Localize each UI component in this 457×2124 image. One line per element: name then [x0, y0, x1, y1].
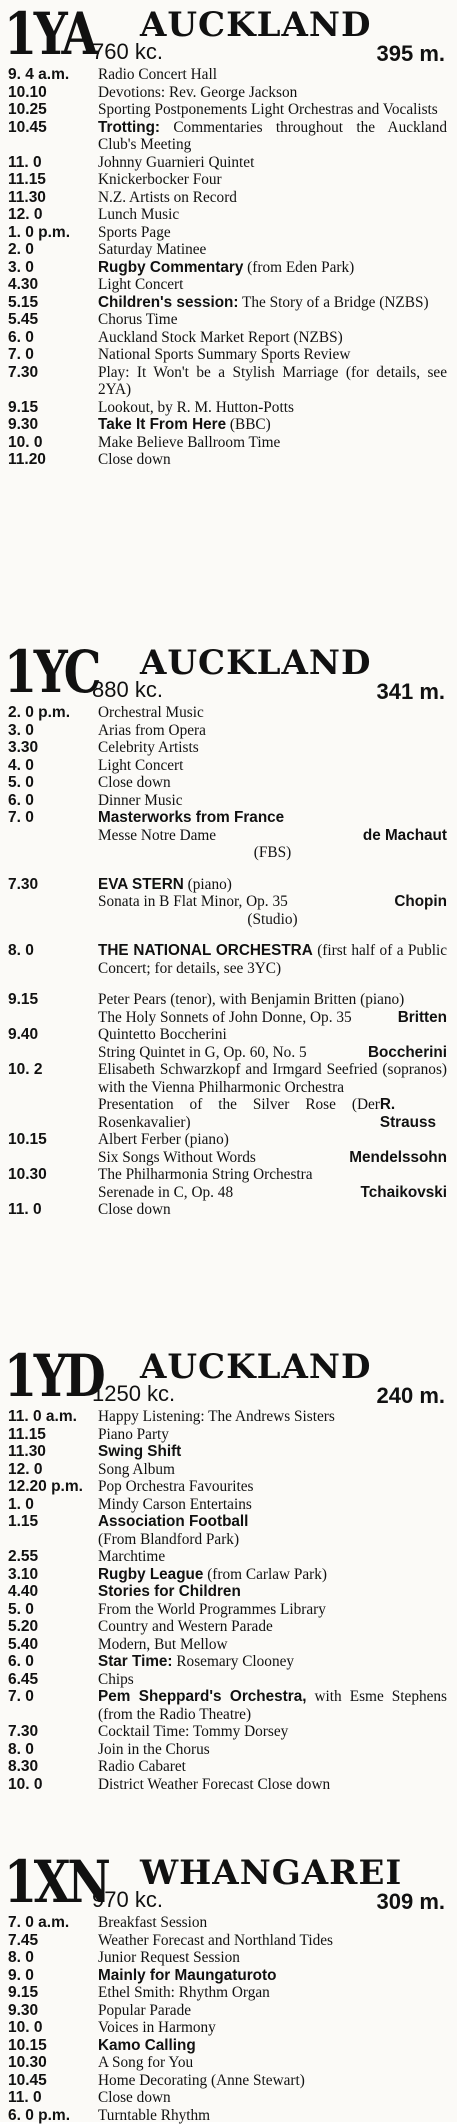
programme-time: 5.15	[8, 294, 38, 312]
programme-detail-line	[98, 827, 447, 845]
programme-title: Light Concert	[98, 276, 447, 294]
programme-item	[0, 329, 457, 347]
programme-time: 9.40	[8, 1026, 38, 1044]
programme-time: 6. 0	[8, 1653, 34, 1671]
programme-title: Radio Concert Hall	[98, 66, 447, 84]
programme-detail-line	[98, 1044, 447, 1062]
programme-title: The Philharmonia String Orchestra	[98, 1166, 447, 1184]
programme-item	[0, 1758, 457, 1776]
programme-item	[0, 364, 457, 399]
programme-time: 6. 0	[8, 792, 34, 810]
programme-time: 11. 0 a.m.	[8, 1408, 77, 1426]
programme-item	[0, 1776, 457, 1794]
programme-item	[0, 942, 457, 977]
station-frequency: 760 kc.	[92, 40, 163, 64]
programme-item	[0, 1548, 457, 1566]
programme-item	[0, 1166, 457, 1201]
station-1ya	[0, 2, 457, 469]
programme-time: 9.15	[8, 399, 38, 417]
programme-title: Orchestral Music	[98, 704, 447, 722]
programme-item	[0, 189, 457, 207]
programme-item	[0, 451, 457, 469]
programme-composer: R. Strauss	[380, 1096, 447, 1131]
programme-title: Kamo Calling	[98, 2037, 447, 2055]
programme-title: From the World Programmes Library	[98, 1601, 447, 1619]
programme-title: Pem Sheppard's Orchestra, with Esme Stephens (from the Radio Theatre)	[98, 1688, 447, 1723]
programme-item	[0, 1513, 457, 1548]
programme-item	[0, 171, 457, 189]
programme-title: Radio Cabaret	[98, 1758, 447, 1776]
programme-title: Modern, But Mellow	[98, 1636, 447, 1654]
programme-time: 7. 0	[8, 809, 34, 827]
programme-item	[0, 66, 457, 84]
programme-time: 3. 0	[8, 259, 34, 277]
programme-item	[0, 1653, 457, 1671]
programme-title: Celebrity Artists	[98, 739, 447, 757]
programme-time: 10.10	[8, 84, 47, 102]
programme-detail-line	[98, 893, 447, 911]
programme-title: Albert Ferber (piano)	[98, 1131, 447, 1149]
programme-composer: Chopin	[394, 893, 447, 911]
programme-item	[0, 84, 457, 102]
programme-item	[0, 1688, 457, 1723]
programme-item	[0, 1932, 457, 1950]
programme-title: Chorus Time	[98, 311, 447, 329]
programme-title: Arias from Opera	[98, 722, 447, 740]
programme-item	[0, 1566, 457, 1584]
programme-item	[0, 1061, 457, 1131]
programme-title: Pop Orchestra Favourites	[98, 1478, 447, 1496]
station-wavelength: 309 m.	[377, 1890, 446, 1914]
programme-title: Auckland Stock Market Report (NZBS)	[98, 329, 447, 347]
programme-time: 7.30	[8, 1723, 38, 1741]
programme-item	[0, 1984, 457, 2002]
programme-time: 7. 0	[8, 346, 34, 364]
programme-item	[0, 224, 457, 242]
station-wavelength: 341 m.	[377, 680, 446, 704]
programme-time: 5.40	[8, 1636, 38, 1654]
programme-time: 6. 0	[8, 329, 34, 347]
programme-time: 9.30	[8, 416, 38, 434]
programme-item	[0, 416, 457, 434]
programme-title: Close down	[98, 451, 447, 469]
programme-time: 3.10	[8, 1566, 38, 1584]
programme-time: 7.30	[8, 364, 38, 382]
programme-work: Six Songs Without Words	[98, 1149, 256, 1167]
programme-title: Sports Page	[98, 224, 447, 242]
programme-title: Stories for Children	[98, 1583, 447, 1601]
programme-detail-line	[98, 1096, 447, 1131]
programme-detail-line	[98, 1531, 447, 1549]
programme-source: (FBS)	[98, 844, 447, 862]
programme-item	[0, 2089, 457, 2107]
programme-time: 5. 0	[8, 774, 34, 792]
programme-time: 10. 2	[8, 1061, 42, 1079]
programme-item	[0, 1496, 457, 1514]
programme-work: (From Blandford Park)	[98, 1531, 239, 1549]
programme-item	[0, 434, 457, 452]
station-header	[0, 640, 457, 704]
programme-item	[0, 1131, 457, 1166]
programme-time: 8. 0	[8, 1949, 34, 1967]
station-1yd	[0, 1344, 457, 1793]
programme-item	[0, 311, 457, 329]
programme-title: Play: It Won't be a Stylish Marriage (for details, see 2YA)	[98, 364, 447, 399]
programme-item	[0, 1967, 457, 1985]
station-wavelength: 395 m.	[377, 42, 446, 66]
programme-work: Serenade in C, Op. 48	[98, 1184, 233, 1202]
programme-list	[0, 1914, 457, 2124]
programme-time: 10. 0	[8, 1776, 42, 1794]
programme-item	[0, 1201, 457, 1219]
programme-title: Song Album	[98, 1461, 447, 1479]
programme-time: 11. 0	[8, 154, 42, 172]
programme-title: EVA STERN (piano)	[98, 876, 447, 894]
programme-title: Star Time: Rosemary Clooney	[98, 1653, 447, 1671]
programme-item	[0, 1426, 457, 1444]
programme-time: 12.20 p.m.	[8, 1478, 83, 1496]
station-city: AUCKLAND	[140, 6, 372, 44]
programme-time: 8. 0	[8, 942, 34, 960]
station-header	[0, 2, 457, 66]
programme-work: Messe Notre Dame	[98, 827, 216, 845]
programme-title: Dinner Music	[98, 792, 447, 810]
station-city: AUCKLAND	[140, 1348, 372, 1386]
programme-composer: Britten	[398, 1009, 447, 1027]
programme-title: Trotting: Commentaries throughout the Auckland Club's Meeting	[98, 119, 447, 154]
programme-time: 5.20	[8, 1618, 38, 1636]
programme-work: String Quintet in G, Op. 60, No. 5	[98, 1044, 307, 1062]
programme-time: 5.45	[8, 311, 38, 329]
programme-item	[0, 1478, 457, 1496]
programme-item	[0, 991, 457, 1026]
programme-time: 1. 0	[8, 1496, 34, 1514]
programme-time: 9. 4 a.m.	[8, 66, 69, 84]
programme-item	[0, 2019, 457, 2037]
programme-item	[0, 206, 457, 224]
programme-list	[0, 704, 457, 1219]
programme-time: 10.15	[8, 1131, 47, 1149]
spacer	[0, 977, 457, 991]
programme-item	[0, 1914, 457, 1932]
programme-time: 9.30	[8, 2002, 38, 2020]
programme-time: 6. 0 p.m.	[8, 2107, 70, 2124]
programme-title: N.Z. Artists on Record	[98, 189, 447, 207]
programme-detail-line	[98, 1009, 447, 1027]
programme-title: Take It From Here (BBC)	[98, 416, 447, 434]
programme-source: (Studio)	[98, 911, 447, 929]
programme-list	[0, 66, 457, 469]
programme-title: Knickerbocker Four	[98, 171, 447, 189]
spacer	[0, 928, 457, 942]
programme-time: 9. 0	[8, 1967, 34, 1985]
programme-time: 5. 0	[8, 1601, 34, 1619]
programme-item	[0, 119, 457, 154]
programme-item	[0, 792, 457, 810]
programme-title: Lookout, by R. M. Hutton-Potts	[98, 399, 447, 417]
programme-time: 12. 0	[8, 1461, 42, 1479]
programme-time: 2. 0 p.m.	[8, 704, 70, 722]
programme-time: 8.30	[8, 1758, 38, 1776]
programme-title: Chips	[98, 1671, 447, 1689]
programme-title: Cocktail Time: Tommy Dorsey	[98, 1723, 447, 1741]
programme-item	[0, 2054, 457, 2072]
programme-item	[0, 739, 457, 757]
programme-item	[0, 1461, 457, 1479]
programme-item	[0, 1408, 457, 1426]
programme-title: THE NATIONAL ORCHESTRA (first half of a Public Concert; for details, see 3YC)	[98, 942, 447, 977]
programme-title: Elisabeth Schwarzkopf and Irmgard Seefried (sopranos) with the Vienna Philharmonic Orchestra	[98, 1061, 447, 1096]
programme-title: Marchtime	[98, 1548, 447, 1566]
programme-title: A Song for You	[98, 2054, 447, 2072]
programme-composer: de Machaut	[363, 827, 447, 845]
programme-item	[0, 241, 457, 259]
programme-item	[0, 294, 457, 312]
programme-title: Voices in Harmony	[98, 2019, 447, 2037]
station-callsign: 1YC	[4, 640, 98, 704]
programme-time: 3. 0	[8, 722, 34, 740]
programme-time: 3.30	[8, 739, 38, 757]
programme-title: Lunch Music	[98, 206, 447, 224]
programme-time: 10.45	[8, 2072, 47, 2090]
programme-item	[0, 1026, 457, 1061]
programme-item	[0, 2107, 457, 2124]
programme-composer: Tchaikovski	[361, 1184, 447, 1202]
station-callsign: 1YA	[4, 2, 95, 66]
station-callsign: 1XN	[4, 1850, 108, 1914]
programme-title: Saturday Matinee	[98, 241, 447, 259]
programme-title: Breakfast Session	[98, 1914, 447, 1932]
programme-title: Rugby Commentary (from Eden Park)	[98, 259, 447, 277]
programme-time: 2. 0	[8, 241, 34, 259]
spacer	[0, 862, 457, 876]
programme-time: 12. 0	[8, 206, 42, 224]
programme-time: 4.30	[8, 276, 38, 294]
programme-time: 11. 0	[8, 1201, 42, 1219]
station-header	[0, 1344, 457, 1408]
programme-time: 7. 0 a.m.	[8, 1914, 69, 1932]
programme-item	[0, 399, 457, 417]
station-callsign: 1YD	[4, 1344, 102, 1408]
programme-item	[0, 809, 457, 862]
programme-item	[0, 1583, 457, 1601]
programme-title: Mindy Carson Entertains	[98, 1496, 447, 1514]
station-1xn	[0, 1850, 457, 2124]
programme-time: 10. 0	[8, 434, 42, 452]
programme-item	[0, 1443, 457, 1461]
programme-title: Weather Forecast and Northland Tides	[98, 1932, 447, 1950]
programme-item	[0, 1636, 457, 1654]
programme-title: Close down	[98, 774, 447, 792]
programme-item	[0, 259, 457, 277]
programme-item	[0, 876, 457, 929]
programme-list	[0, 1408, 457, 1793]
programme-time: 9.15	[8, 991, 38, 1009]
programme-item	[0, 2037, 457, 2055]
programme-title: Sporting Postponements Light Orchestras and Vocalists	[98, 101, 447, 119]
programme-title: Masterworks from France	[98, 809, 447, 827]
programme-time: 4. 0	[8, 757, 34, 775]
programme-time: 10.30	[8, 2054, 47, 2072]
programme-title: Quintetto Boccherini	[98, 1026, 447, 1044]
programme-title: Make Believe Ballroom Time	[98, 434, 447, 452]
station-frequency: 1250 kc.	[92, 1382, 175, 1406]
programme-item	[0, 346, 457, 364]
programme-title: Children's session: The Story of a Bridge (NZBS)	[98, 294, 447, 312]
programme-time: 8. 0	[8, 1741, 34, 1759]
programme-time: 6.45	[8, 1671, 38, 1689]
programme-item	[0, 722, 457, 740]
station-city: AUCKLAND	[140, 644, 372, 682]
programme-item	[0, 1723, 457, 1741]
programme-work: The Holy Sonnets of John Donne, Op. 35	[98, 1009, 352, 1027]
programme-title: Ethel Smith: Rhythm Organ	[98, 1984, 447, 2002]
programme-title: Popular Parade	[98, 2002, 447, 2020]
programme-item	[0, 1949, 457, 1967]
programme-item	[0, 276, 457, 294]
programme-time: 11.15	[8, 1426, 46, 1444]
programme-time: 1. 0 p.m.	[8, 224, 70, 242]
programme-time: 4.40	[8, 1583, 38, 1601]
programme-time: 7.30	[8, 876, 38, 894]
programme-title: Rugby League (from Carlaw Park)	[98, 1566, 447, 1584]
programme-title: Turntable Rhythm	[98, 2107, 447, 2124]
programme-time: 10. 0	[8, 2019, 42, 2037]
programme-time: 11.15	[8, 171, 46, 189]
programme-time: 1.15	[8, 1513, 38, 1531]
programme-time: 7. 0	[8, 1688, 34, 1706]
programme-work: Presentation of the Silver Rose (Der Rosenkavalier)	[98, 1096, 380, 1131]
programme-time: 9.15	[8, 1984, 38, 2002]
programme-title: Close down	[98, 2089, 447, 2107]
programme-item	[0, 757, 457, 775]
programme-time: 11.30	[8, 189, 46, 207]
programme-time: 2.55	[8, 1548, 38, 1566]
programme-item	[0, 1601, 457, 1619]
programme-title: Mainly for Maungaturoto	[98, 1967, 447, 1985]
programme-time: 7.45	[8, 1932, 38, 1950]
programme-title: Association Football	[98, 1513, 447, 1531]
programme-time: 10.45	[8, 119, 47, 137]
programme-title: Join in the Chorus	[98, 1741, 447, 1759]
programme-time: 10.15	[8, 2037, 47, 2055]
programme-time: 11. 0	[8, 2089, 42, 2107]
programme-detail-line	[98, 1149, 447, 1167]
programme-item	[0, 774, 457, 792]
programme-item	[0, 2072, 457, 2090]
programme-time: 10.25	[8, 101, 47, 119]
programme-title: Swing Shift	[98, 1443, 447, 1461]
programme-title: Johnny Guarnieri Quintet	[98, 154, 447, 172]
programme-item	[0, 1741, 457, 1759]
station-1yc	[0, 640, 457, 1219]
programme-title: Junior Request Session	[98, 1949, 447, 1967]
programme-title: Piano Party	[98, 1426, 447, 1444]
programme-item	[0, 1671, 457, 1689]
programme-title: Peter Pears (tenor), with Benjamin Britten (piano)	[98, 991, 447, 1009]
programme-time: 11.30	[8, 1443, 46, 1461]
programme-title: Home Decorating (Anne Stewart)	[98, 2072, 447, 2090]
station-city: WHANGAREI	[140, 1854, 402, 1892]
programme-work: Sonata in B Flat Minor, Op. 35	[98, 893, 288, 911]
programme-time: 10.30	[8, 1166, 47, 1184]
programme-title: Happy Listening: The Andrews Sisters	[98, 1408, 447, 1426]
station-header	[0, 1850, 457, 1914]
programme-item	[0, 1618, 457, 1636]
programme-composer: Boccherini	[368, 1044, 447, 1062]
programme-title: National Sports Summary Sports Review	[98, 346, 447, 364]
programme-title: Country and Western Parade	[98, 1618, 447, 1636]
programme-item	[0, 704, 457, 722]
programme-title: Light Concert	[98, 757, 447, 775]
programme-item	[0, 154, 457, 172]
programme-item	[0, 101, 457, 119]
programme-title: Close down	[98, 1201, 447, 1219]
station-frequency: 880 kc.	[92, 678, 163, 702]
programme-item	[0, 2002, 457, 2020]
programme-title: District Weather Forecast Close down	[98, 1776, 447, 1794]
programme-title: Devotions: Rev. George Jackson	[98, 84, 447, 102]
station-frequency: 970 kc.	[92, 1888, 163, 1912]
programme-composer: Mendelssohn	[349, 1149, 447, 1167]
station-wavelength: 240 m.	[377, 1384, 446, 1408]
programme-time: 11.20	[8, 451, 46, 469]
programme-detail-line	[98, 1184, 447, 1202]
